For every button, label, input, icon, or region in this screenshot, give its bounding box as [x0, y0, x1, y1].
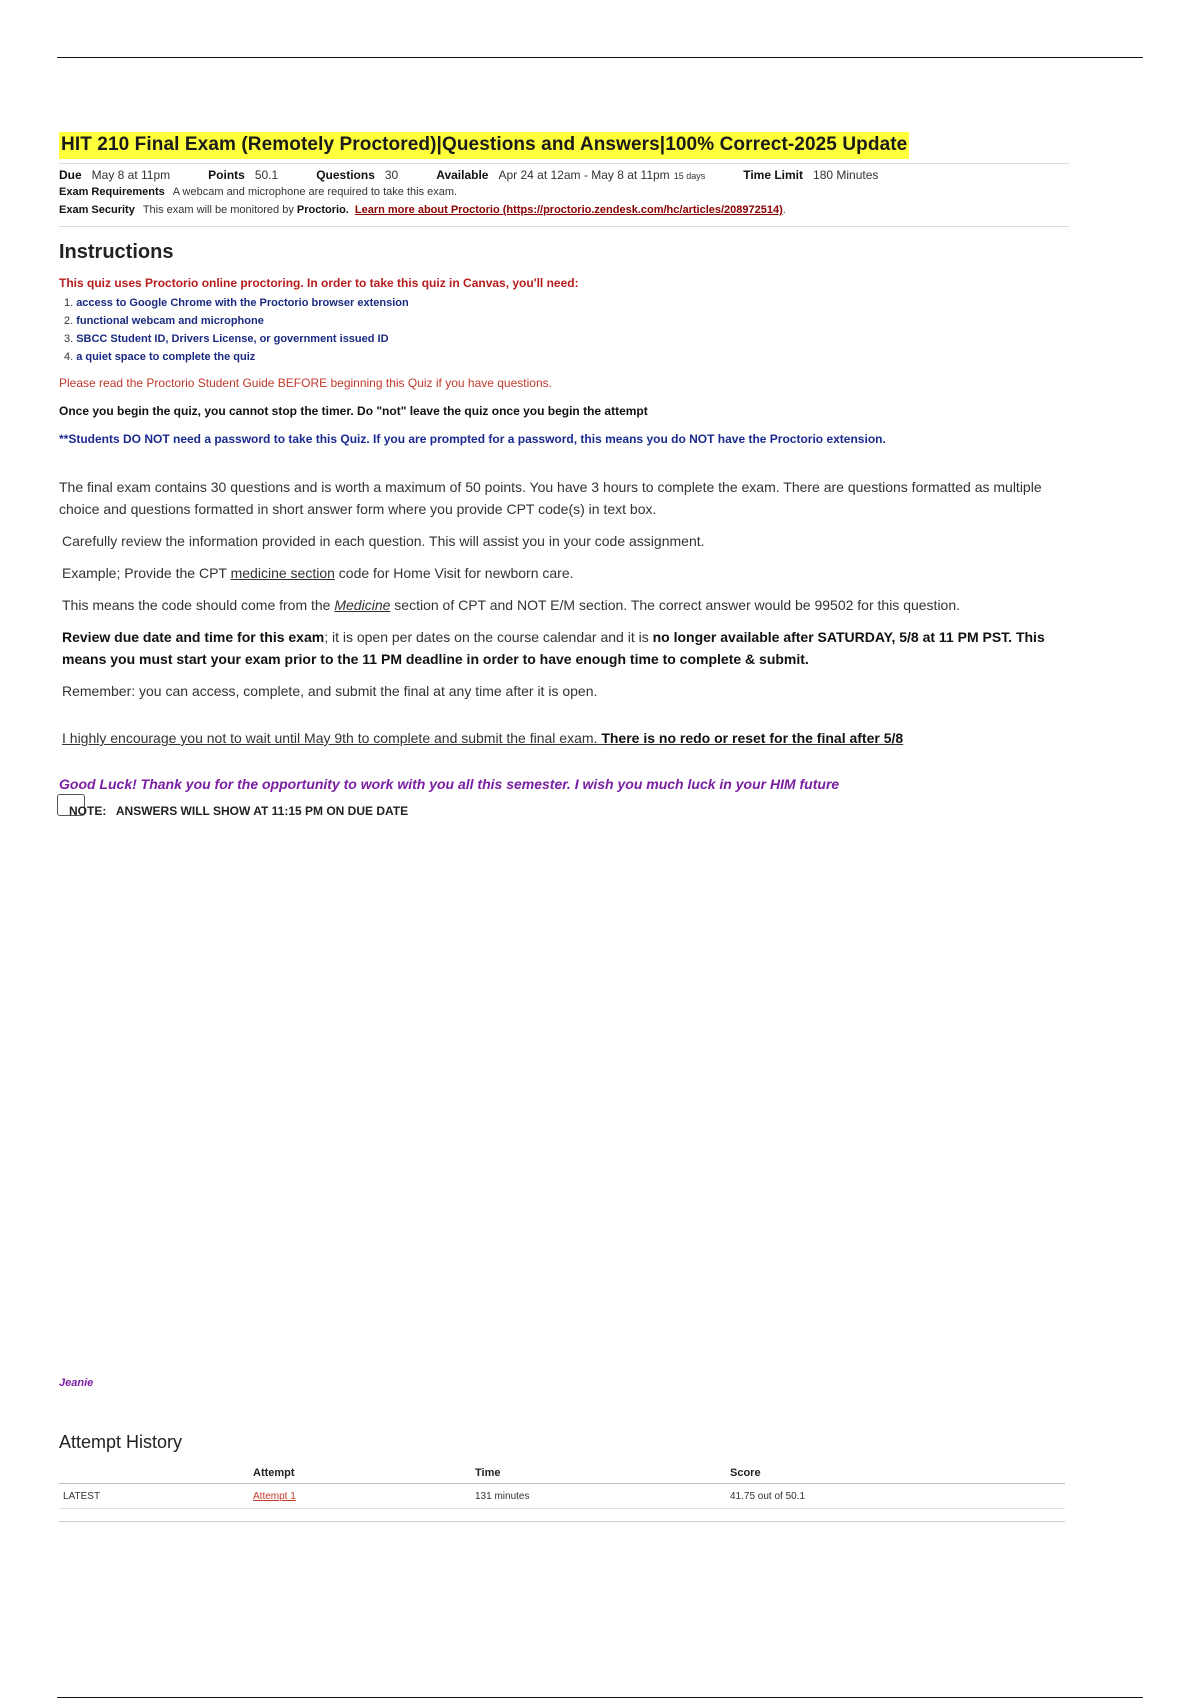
column-header: Score — [726, 1463, 1065, 1484]
attempt-history-table — [59, 1463, 1065, 1509]
encourage-text: I highly encourage you not to wait until May 9th to complete and submit the final exam. — [62, 730, 602, 746]
list-number: 4. — [64, 351, 74, 363]
attempt-score: 41.75 out of 50.1 — [726, 1484, 1065, 1509]
available-value: Apr 24 at 12am - May 8 at 11pm — [498, 168, 670, 182]
security-text: This exam will be monitored by — [142, 204, 294, 216]
table-row — [59, 1484, 1065, 1509]
time-limit-value: 180 Minutes — [813, 168, 879, 182]
attempt-history-title: Attempt History — [59, 1432, 183, 1452]
attempt-link[interactable]: Attempt 1 — [253, 1490, 296, 1502]
answers-note: NOTE: ANSWERS WILL SHOW AT 11:15 PM ON DUE DATE — [69, 804, 409, 818]
column-header: Time — [471, 1463, 726, 1484]
list-number: 3. — [64, 333, 74, 345]
exam-security-row — [59, 204, 1069, 222]
list-item-text: SBCC Student ID, Drivers License, or government issued ID — [76, 333, 389, 345]
instructions-heading: Instructions — [59, 241, 174, 263]
means-pre: This means the code should come from the — [62, 597, 335, 613]
available-days: 15 days — [673, 171, 706, 181]
means-paragraph — [59, 594, 1069, 616]
security-proctor: Proctorio. — [296, 204, 349, 216]
exam-overview: The final exam contains 30 questions and is worth a maximum of 50 points. You have 3 hours to complete the exam. There are questions formatted as multiple choice and questions formatted in short answer form where you provide CPT code(s) in text box. — [59, 479, 1042, 517]
due-value: May 8 at 11pm — [91, 168, 171, 182]
attempt-label: LATEST — [59, 1484, 249, 1509]
document-title: HIT 210 Final Exam (Remotely Proctored)|Questions and Answers|100% Correct-2025 Update — [59, 132, 909, 159]
security-end: . — [782, 204, 786, 216]
remember-paragraph: Remember: you can access, complete, and submit the final at any time after it is open. — [62, 683, 598, 699]
encourage-paragraph — [59, 730, 1069, 746]
list-item — [64, 312, 1069, 330]
timer-warning: Once you begin the quiz, you cannot stop the timer. Do "not" leave the quiz once you begin the attempt — [59, 404, 648, 418]
quiz-meta — [59, 168, 1069, 222]
points-label: Points — [208, 168, 245, 182]
attempt-cell — [249, 1484, 471, 1509]
requirements-label: Exam Requirements — [59, 186, 165, 198]
proctorio-intro: This quiz uses Proctorio online proctoring. In order to take this quiz in Canvas, you'll need: — [59, 276, 579, 290]
divider — [59, 163, 1069, 164]
medicine-italic: Medicine — [334, 597, 391, 613]
list-item — [64, 348, 1069, 366]
good-luck-message: Good Luck! Thank you for the opportunity to work with you all this semester. I wish you much luck in your HIM future — [59, 776, 840, 792]
attempt-time: 131 minutes — [471, 1484, 726, 1509]
encourage-bold: There is no redo or reset for the final after 5/8 — [601, 730, 904, 746]
time-limit-label: Time Limit — [743, 168, 804, 182]
password-note: **Students DO NOT need a password to take this Quiz. If you are prompted for a password, this means you do NOT have the Proctorio extension. — [59, 432, 886, 446]
list-number: 1. — [64, 297, 74, 309]
exam-requirements-row — [59, 186, 1069, 204]
list-item-text: functional webcam and microphone — [76, 315, 264, 327]
example-post: code for Home Visit for newborn care. — [334, 565, 574, 581]
student-guide-note: Please read the Proctorio Student Guide BEFORE beginning this Quiz if you have questions. — [59, 376, 552, 390]
list-item-text: a quiet space to complete the quiz — [76, 351, 256, 363]
divider — [59, 226, 1069, 227]
top-rule — [57, 57, 1143, 58]
divider — [59, 1521, 1065, 1522]
review-info: Carefully review the information provided in each question. This will assist you in your code assignment. — [62, 533, 705, 549]
security-label: Exam Security — [59, 204, 135, 216]
bottom-rule — [57, 1697, 1143, 1698]
points-value: 50.1 — [254, 168, 279, 182]
questions-value: 30 — [384, 168, 399, 182]
available-label: Available — [436, 168, 489, 182]
requirements-text: A webcam and microphone are required to take this exam. — [172, 186, 458, 198]
questions-label: Questions — [316, 168, 375, 182]
document-body — [59, 132, 1069, 824]
list-item — [64, 294, 1069, 312]
due-bold-1: Review due date and time for this exam — [62, 629, 325, 645]
signature: Jeanie — [59, 1377, 94, 1389]
note-row — [59, 804, 1069, 824]
table-header-row — [59, 1463, 1065, 1484]
example-paragraph — [59, 562, 1069, 584]
medicine-section-text: medicine section — [230, 565, 335, 581]
due-mid: ; it is open per dates on the course calendar and it is — [324, 629, 653, 645]
list-number: 2. — [64, 315, 74, 327]
column-header: Attempt — [249, 1463, 471, 1484]
due-label: Due — [59, 168, 82, 182]
means-post: section of CPT and NOT E/M section. The correct answer would be 99502 for this question. — [390, 597, 961, 613]
proctorio-link[interactable]: Learn more about Proctorio (https://proctorio.zendesk.com/hc/articles/208972514) — [354, 204, 783, 216]
due-bold-2: no longer available after SATURDAY, 5/8 at 11 PM PST. This means you must start your exam prior to the 11 PM deadline in order to have enough time to complete & submit. — [62, 629, 1045, 667]
list-item — [64, 330, 1069, 348]
list-item-text: access to Google Chrome with the Proctorio browser extension — [76, 297, 409, 309]
due-date-paragraph — [59, 626, 1069, 670]
example-pre: Example; Provide the CPT — [62, 565, 231, 581]
quiz-meta-row — [59, 168, 1069, 186]
requirements-list — [59, 294, 1069, 366]
column-header — [59, 1463, 249, 1484]
